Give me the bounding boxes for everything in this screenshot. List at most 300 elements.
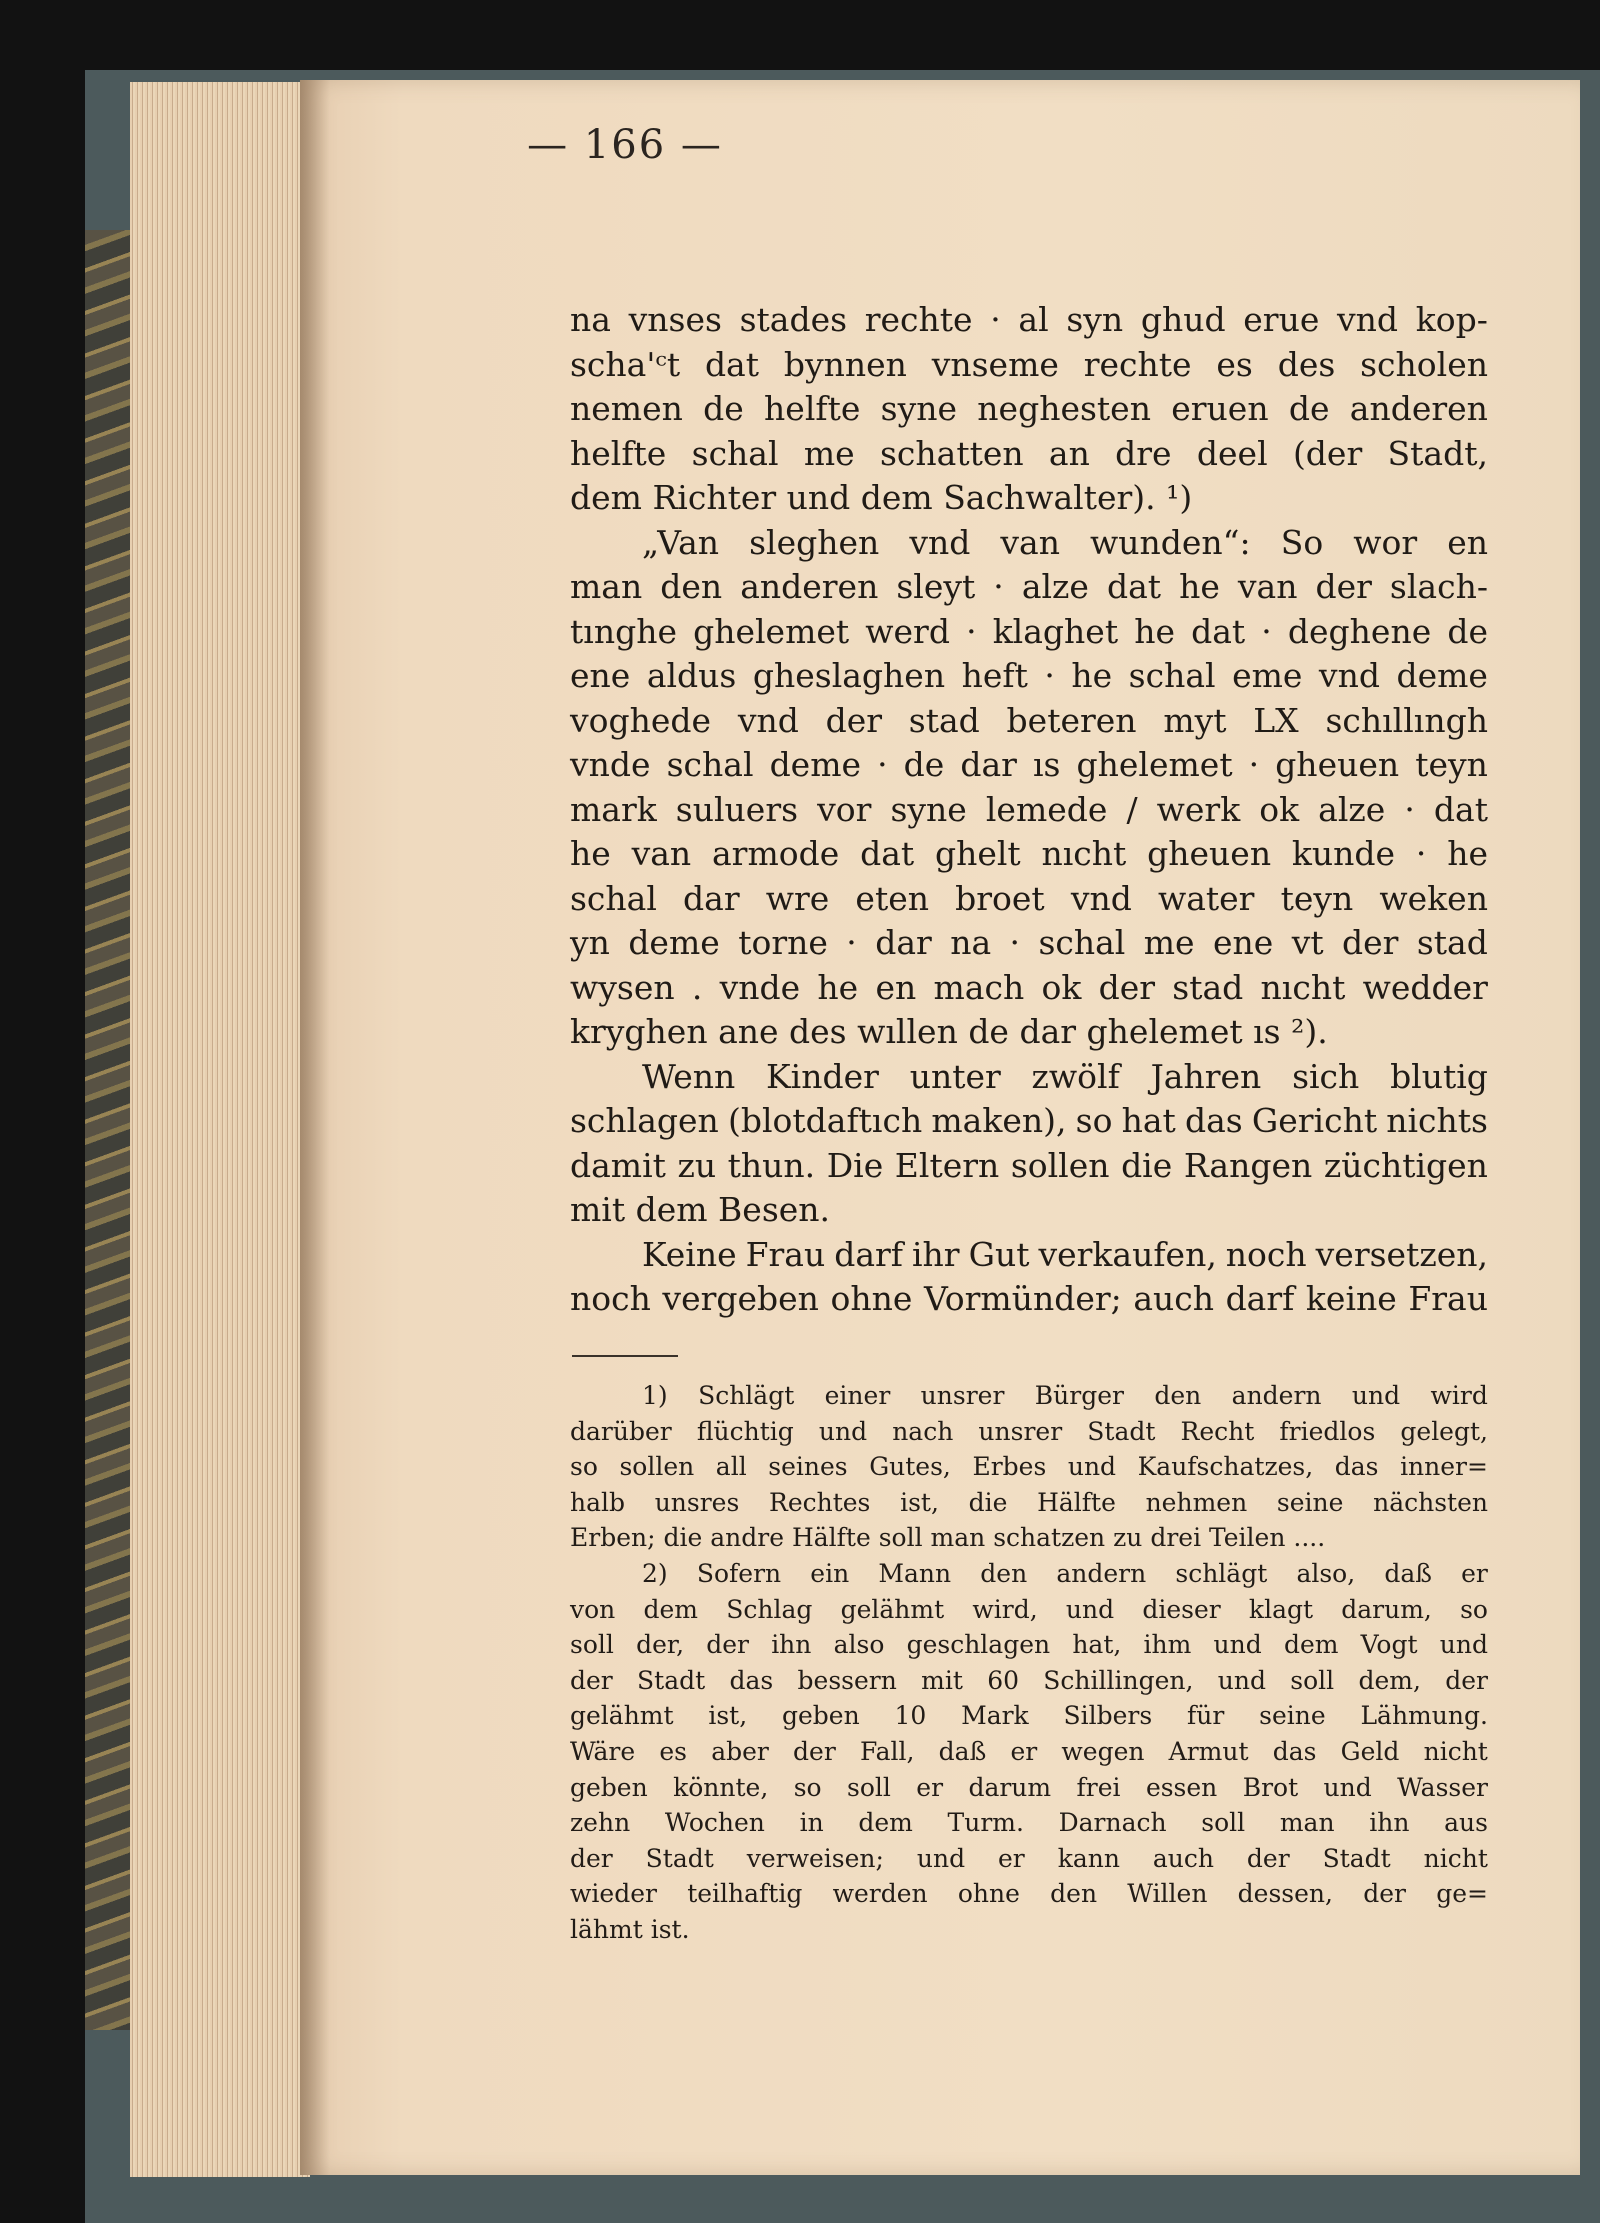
word: deme [769,745,862,784]
word: · [966,611,977,651]
word: des [789,1012,858,1051]
word: 60 [987,1665,1019,1695]
word: geben [570,1772,648,1802]
word: vor [817,789,872,829]
word: soll [570,1630,614,1660]
footnote-line [570,1592,1488,1628]
body-line [570,476,1488,521]
word: Wasser [1397,1772,1488,1802]
word: Recht [1180,1416,1255,1446]
word: mit [921,1665,963,1695]
word: der [793,1736,836,1766]
word: syne [890,789,967,829]
word: könnte, [673,1772,769,1802]
footnote-rule [572,1355,678,1357]
word: Sofern [696,1558,782,1588]
word: Richter [652,478,787,517]
word: · [1248,745,1260,784]
word: van [1237,567,1298,606]
word: vnd [737,700,799,740]
word: Stadt, [1387,433,1488,473]
word: ghelemet [693,611,850,651]
word: Eltern [894,1145,1000,1185]
word: vnseme [931,344,1059,384]
word: so [570,1452,598,1482]
word: vnde [719,967,801,1007]
footnotes [570,1378,1488,1948]
word: ihm [1143,1630,1192,1660]
word: nicht [1423,1843,1488,1873]
word: Schillingen, [1043,1665,1194,1695]
page-number: — 166 — [527,122,723,168]
word: Erbes [972,1452,1047,1482]
word: den [980,1558,1028,1588]
word: Wenn [642,1056,736,1096]
word: he [1447,834,1488,873]
word: gheslaghen [752,656,946,695]
body-line [570,432,1488,477]
word: Teilen [1209,1523,1294,1553]
word: ghud [1140,300,1226,339]
word: es [1216,344,1253,384]
word: al [1018,300,1049,339]
body-line [570,1277,1488,1322]
word: de [903,745,945,784]
word: und [786,478,861,517]
body-line [570,921,1488,966]
word: Willen [1127,1879,1208,1909]
word: werden [832,1879,928,1909]
word: Die [826,1145,884,1185]
word: van [631,834,692,873]
word: / [1126,789,1138,829]
word: .... [1293,1523,1326,1553]
word: stad [908,700,980,740]
word: · [993,567,1004,606]
footnote-line [570,1520,1488,1556]
word: die [1121,1145,1173,1185]
body-line [570,610,1488,655]
word: ghelemet [1076,745,1233,784]
word: dre [1115,433,1172,473]
word: ein [810,1558,850,1588]
word: Hälfte [791,1523,879,1553]
word: · [877,745,888,784]
word: Bürger [1034,1381,1124,1410]
word: der [1098,967,1156,1007]
word: frei [1076,1772,1121,1802]
word: darüber [570,1416,672,1446]
word: Mark [961,1701,1029,1731]
word: broet [955,878,1045,918]
word: heft [961,656,1028,695]
word: seine [1276,1487,1344,1517]
word: andern [1231,1381,1322,1410]
body-line [570,298,1488,343]
word: aus [1444,1808,1488,1838]
word: Jahren [1150,1056,1262,1096]
word: eme [1232,656,1303,695]
word: erue [1243,300,1320,339]
word: er [998,1843,1025,1873]
word: wedder [1362,967,1488,1007]
word: nicht [1423,1736,1488,1766]
word: zu [1113,1523,1151,1553]
word: Frau [745,1234,826,1274]
word: so [793,1772,822,1802]
word: vnd [909,522,971,562]
word: wıllen [857,1012,969,1051]
word: Schlägt [698,1381,795,1410]
word: friedlos [1279,1416,1376,1446]
word: bynnen [783,344,907,384]
word: und [1065,1594,1115,1624]
word: nemen [570,389,683,428]
word: vnses [628,300,722,339]
footnote-line [570,1698,1488,1734]
word: unter [909,1056,1001,1096]
word: de [1447,611,1488,651]
word: sollen [619,1452,695,1482]
word: Armut [1168,1736,1249,1766]
word: essen [1145,1772,1218,1802]
word: Frau [1408,1279,1488,1318]
word: schal [691,433,779,473]
word: he [817,967,859,1007]
word: und [916,1843,966,1873]
word: (blotdaftıch [727,1101,923,1140]
word: scha'ᶜt [570,344,681,384]
footnote-line [570,1556,1488,1592]
word: geben [781,1701,860,1731]
word: Schlag [726,1594,813,1624]
word: andern [1056,1558,1147,1588]
word: ene [1212,923,1274,962]
word: darum, [1341,1594,1432,1624]
word: helfte [764,389,861,428]
word: das [1272,1736,1317,1766]
word: · [990,300,1001,339]
word: dem, [1358,1665,1421,1695]
word: kunde [1291,834,1396,873]
body-line [570,343,1488,388]
word: und [1323,1772,1372,1802]
word: Besen. [718,1190,831,1229]
page-edges [130,82,310,2177]
footnote-line [570,1912,1488,1948]
word: den [660,567,723,606]
word: unsrer [978,1416,1063,1446]
word: gelähmt [840,1594,945,1624]
word: slach- [1389,567,1488,606]
word: ıs [1253,1012,1292,1051]
body-line [570,1188,1488,1233]
word: ²). [1291,1012,1328,1051]
word: dar [960,745,1017,784]
word: so [1075,1101,1113,1140]
word: 2) [642,1558,668,1588]
word: anderen [1349,389,1488,428]
word: dessen, [1237,1879,1333,1909]
word: all [715,1452,747,1482]
word: ist. [650,1914,690,1944]
word: Silbers [1063,1701,1153,1731]
word: Vogt [1360,1630,1418,1660]
word: ist, [900,1487,939,1517]
word: inner= [1400,1452,1488,1482]
word: ohne [830,1279,913,1318]
word: rechte [864,300,973,339]
word: der [706,1630,749,1660]
word: dieser [1142,1594,1221,1624]
word: werk [1156,789,1241,829]
word: hat [1121,1101,1176,1140]
word: Wochen [664,1808,765,1838]
word: sleyt [896,567,976,606]
word: en [1447,522,1488,562]
body-line [570,654,1488,699]
word: Stadt [1087,1416,1156,1446]
word: darf [1225,1279,1295,1318]
word: soll [1290,1665,1335,1695]
word: beteren [1006,700,1137,740]
word: dem [1283,1630,1339,1660]
footnote-line [570,1627,1488,1663]
body-line [570,877,1488,922]
word: er [1461,1558,1488,1588]
word: für [1187,1701,1225,1731]
word: dem [860,478,944,517]
word: der [825,700,883,740]
word: dem [643,1594,699,1624]
footnote-line [570,1805,1488,1841]
word: ane [718,1012,790,1051]
word: 10 [894,1701,927,1731]
word: bessern [797,1665,897,1695]
word: he [570,834,611,873]
word: Wäre [570,1736,636,1766]
word: mach [933,967,1025,1007]
word: me [803,433,855,473]
word: den [1154,1381,1202,1410]
word: der [1342,923,1399,962]
word: ghelemet [1086,1012,1254,1051]
word: und [1217,1665,1266,1695]
word: dat [704,344,759,384]
footnote-line [570,1414,1488,1450]
word: ohne [957,1879,1020,1909]
word: der [1445,1665,1488,1695]
word: wre [765,878,830,918]
word: der [570,1843,613,1873]
word: soll [878,1523,931,1553]
word: gelähmt [570,1701,674,1731]
word: Erben; [570,1523,664,1553]
word: schatzen [993,1523,1114,1553]
word: es [659,1736,687,1766]
word: deel [1196,433,1268,473]
word: dat [1433,789,1488,829]
word: nehmen [1145,1487,1248,1517]
word: der [1315,567,1372,606]
word: noch [1225,1234,1307,1274]
footnote-line [570,1663,1488,1699]
word: anderen [740,567,879,606]
word: Fall, [859,1736,915,1766]
word: wird [1430,1381,1488,1410]
word: teilhaftig [687,1879,803,1909]
word: Kinder [766,1056,879,1096]
body-line [570,521,1488,566]
word: me [1143,923,1195,962]
word: schlägt [1175,1558,1268,1588]
word: einer [824,1381,891,1410]
word: Darnach [1058,1808,1167,1838]
word: Geld [1340,1736,1400,1766]
word: nıcht [1041,834,1127,873]
word: armode [712,834,840,873]
word: Stadt [637,1665,706,1695]
body-line [570,1055,1488,1100]
word: thun. [727,1145,816,1185]
word: man [930,1523,994,1553]
word: maken), [931,1101,1067,1140]
word: wird, [972,1594,1038,1624]
word: ¹) [1166,478,1193,517]
word: so [1460,1594,1488,1624]
word: · [1044,656,1055,695]
word: wunden“: [1090,522,1251,562]
body-line [570,832,1488,877]
word: flüchtig [696,1416,794,1446]
footnote-line [570,1449,1488,1485]
word: vnd [1337,300,1399,339]
word: Keine [642,1234,737,1274]
word: 1) [642,1381,668,1410]
word: alze [1318,789,1386,829]
word: damit [570,1145,666,1185]
word: Rechtes [769,1487,871,1517]
word: züchtigen [1323,1145,1488,1185]
word: zwölf [1031,1056,1120,1096]
word: Kaufschatzes, [1137,1452,1314,1482]
word: unsrer [920,1381,1005,1410]
footnote-line [570,1734,1488,1770]
word: he [1071,656,1113,695]
footnote-line [570,1841,1488,1877]
word: und [1439,1630,1488,1660]
word: helfte [570,433,667,473]
word: en [875,967,917,1007]
body-line [570,743,1488,788]
word: dem [858,1808,913,1838]
word: gheuen [1275,745,1400,784]
word: ıs [1032,745,1061,784]
word: also [833,1630,885,1660]
word: (der [1292,433,1363,473]
word: deghene [1287,611,1432,651]
body-line [570,1099,1488,1144]
word: schal [1128,656,1216,695]
word: Turm. [947,1808,1024,1838]
word: also, [1296,1558,1356,1588]
word: Brot [1242,1772,1299,1802]
word: Stadt [645,1843,714,1873]
word: Gut [968,1234,1030,1274]
word: schatten [879,433,1024,473]
word: Vormünder; [923,1279,1122,1318]
word: wor [1353,522,1418,562]
word: blutig [1390,1056,1488,1096]
word: verkaufen, [1038,1234,1217,1274]
word: nächsten [1373,1487,1488,1517]
word: zu [677,1145,717,1185]
word: deme [628,923,720,962]
word: an [1048,433,1090,473]
word: na [570,300,611,339]
word: de [1288,389,1330,428]
word: rechte [1083,344,1192,384]
word: dar [875,923,932,962]
word: aldus [646,656,737,695]
footnote-line [570,1876,1488,1912]
word: klaghet [992,611,1119,651]
word: · [1404,789,1415,829]
word: geschlagen [906,1630,1051,1660]
word: man [1279,1808,1335,1838]
body-line [570,565,1488,610]
word: das [1184,1101,1243,1140]
word: suluers [675,789,799,829]
body-line [570,966,1488,1011]
word: Hälfte [1037,1487,1116,1517]
word: wieder [570,1879,657,1909]
word: voghede [570,700,712,740]
word: das [1334,1452,1379,1482]
word: auch [1152,1843,1214,1873]
word: soll [847,1772,891,1802]
word: verweisen; [746,1843,884,1873]
word: teyn [1280,878,1354,918]
word: keine [1305,1279,1397,1318]
word: auch [1133,1279,1214,1318]
word: · [1415,834,1427,873]
word: schal [1038,923,1126,962]
word: seine [1259,1701,1326,1731]
body-line [570,1144,1488,1189]
word: ihn [1369,1808,1410,1838]
word: scholen [1360,344,1488,384]
word: Rangen [1183,1145,1313,1185]
word: · [1009,923,1021,962]
word: van [1000,522,1060,562]
word: vnd [1318,656,1380,695]
word: nichts [1386,1101,1488,1140]
body-line [570,387,1488,432]
word: und [818,1416,868,1446]
word: schıllıngh [1325,700,1488,740]
body-line [570,699,1488,744]
word: ghelt [934,834,1021,873]
word: stad [1416,923,1488,962]
word: . [691,967,703,1007]
word: So [1280,522,1324,562]
word: alze [1021,567,1089,606]
word: der [1246,1843,1290,1873]
word: dem [570,478,653,517]
word: vnd [1070,878,1132,918]
word: er [916,1772,944,1802]
